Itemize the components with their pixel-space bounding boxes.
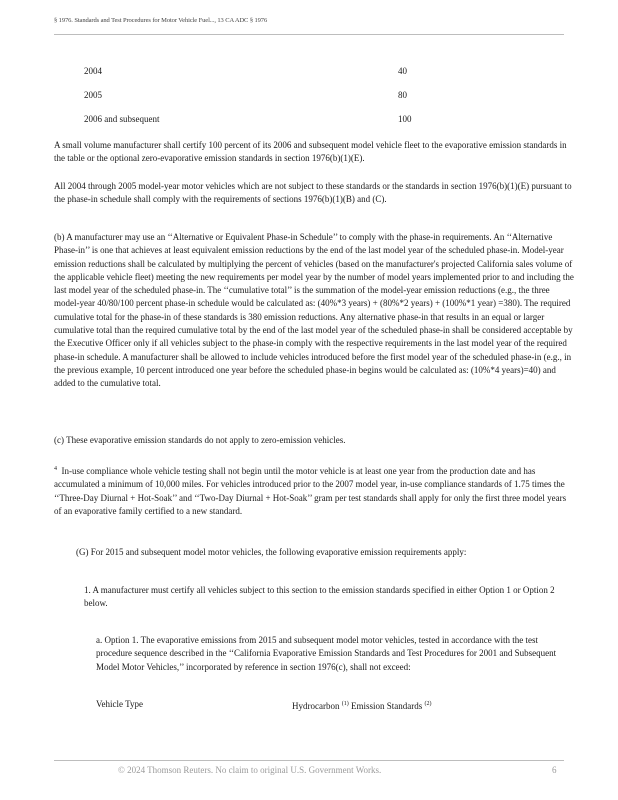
paragraph-text: a. Option 1. The evaporative emissions from 2015 and subsequent model motor vehicles, tested in accordance with the test procedure sequence described in the ‘‘California Evaporative Emission Standards and Test Procedures for 2001 and Subsequent Model Motor Vehicles,’’ incorporated by reference in section 1976(c), shall not exceed: — [96, 635, 557, 672]
model-year-cell: 2004 — [84, 66, 102, 76]
hydrocarbon-heading — [292, 701, 431, 711]
paragraph-c-zero-emission — [54, 434, 574, 447]
paragraph-text: In-use compliance whole vehicle testing shall not begin until the motor vehicle is at least one year from the production date and has accumulated a minimum of 10,000 miles. For vehicles introduced prior to the 2007 model year, in-use compliance standards of 1.75 times the ‘‘Three-Day Diurnal + Hot-Soak’’ and ‘‘Two-Day Diurnal + Hot-Soak’’ gram per test standards shall apply for only the first three model years of an evaporative family certified to a new standard. — [54, 466, 567, 516]
header-divider — [54, 34, 564, 35]
paragraph-small-volume — [54, 139, 574, 166]
document-citation-header: § 1976. Standards and Test Procedures for Motor Vehicle Fuel..., 13 CA ADC § 1976 — [54, 17, 268, 24]
paragraph-text: (c) These evaporative emission standards do not apply to zero-emission vehicles. — [54, 435, 346, 445]
paragraph-text: A small volume manufacturer shall certify 100 percent of its 2006 and subsequent model vehicle fleet to the evaporative emission standards in the table or the optional zero-evaporative emission standards in section 1976(b)(1)(E). — [54, 140, 567, 164]
paragraph-1-certify — [84, 584, 564, 611]
hydrocarbon-note: (1) — [341, 701, 349, 707]
emission-standards-label: Emission Standards — [350, 701, 423, 711]
emission-standards-note: (2) — [424, 701, 432, 707]
paragraph-footnote-4 — [54, 465, 574, 518]
vehicle-type-heading: Vehicle Type — [96, 699, 143, 709]
percent-cell: 40 — [398, 66, 407, 76]
paragraph-text: All 2004 through 2005 model-year motor vehicles which are not subject to these standards or the standards in section 1976(b)(1)(E) pursuant to the phase-in schedule shall comply with the requirements of sections 1976(b)(1)(B) and (C). — [54, 181, 572, 205]
paragraph-g-2015 — [76, 546, 576, 559]
paragraph-b-alternative-phase-in — [54, 231, 574, 391]
hydrocarbon-label: Hydrocarbon — [292, 701, 340, 711]
percent-cell: 100 — [398, 114, 412, 124]
percent-cell: 80 — [398, 90, 407, 100]
page-number: 6 — [552, 765, 557, 775]
paragraph-2004-2005 — [54, 180, 574, 207]
paragraph-text: (b) A manufacturer may use an ‘‘Alternative or Equivalent Phase-in Schedule’’ to comply with the phase-in requirements. An ‘‘Alternative Phase-in’’ is one that achieves at least equivalent emission reductions by the end of the last model year of the scheduled phase-in. Model-year emission reductions shall be calculated by multiplying the percent of vehicles (based on the manufacturer's projected California sales volume of the applicable vehicle fleet) meeting the new requirements per model year by the number of model years implemented prior to and including the last model year of the scheduled phase-in. The ‘‘cumulative total’’ is the summation of the model-year emission reductions (e.g., the three model-year 40/80/100 percent phase-in schedule would be calculated as: (40%*3 years) + (80%*2 years) + (100%*1 year) =380). The required cumulative total for the phase-in of these standards is 380 emission reductions. Any alternative phase-in that results in an equal or larger cumulative total than the required cumulative total by the end of the last model year of the scheduled phase-in shall be considered acceptable by the Executive Officer only if all vehicles subject to the phase-in comply with the respective requirements in the last model year of the required phase-in schedule. A manufacturer shall be allowed to include vehicles introduced before the first model year of the scheduled phase-in (e.g., in the previous example, 10 percent introduced one year before the scheduled phase-in begins would be calculated as: (10%*4 years)=40) and added to the cumulative total. — [54, 232, 574, 389]
footer-divider — [54, 760, 564, 761]
copyright-notice: © 2024 Thomson Reuters. No claim to original U.S. Government Works. — [118, 765, 382, 775]
footnote-marker: 4 — [54, 466, 57, 472]
paragraph-a-option-1 — [96, 634, 566, 674]
model-year-cell: 2005 — [84, 90, 102, 100]
model-year-cell: 2006 and subsequent — [84, 114, 160, 124]
paragraph-text: (G) For 2015 and subsequent model motor vehicles, the following evaporative emission requirements apply: — [76, 547, 467, 557]
paragraph-text: 1. A manufacturer must certify all vehicles subject to this section to the emission standards specified in either Option 1 or Option 2 below. — [84, 585, 555, 609]
